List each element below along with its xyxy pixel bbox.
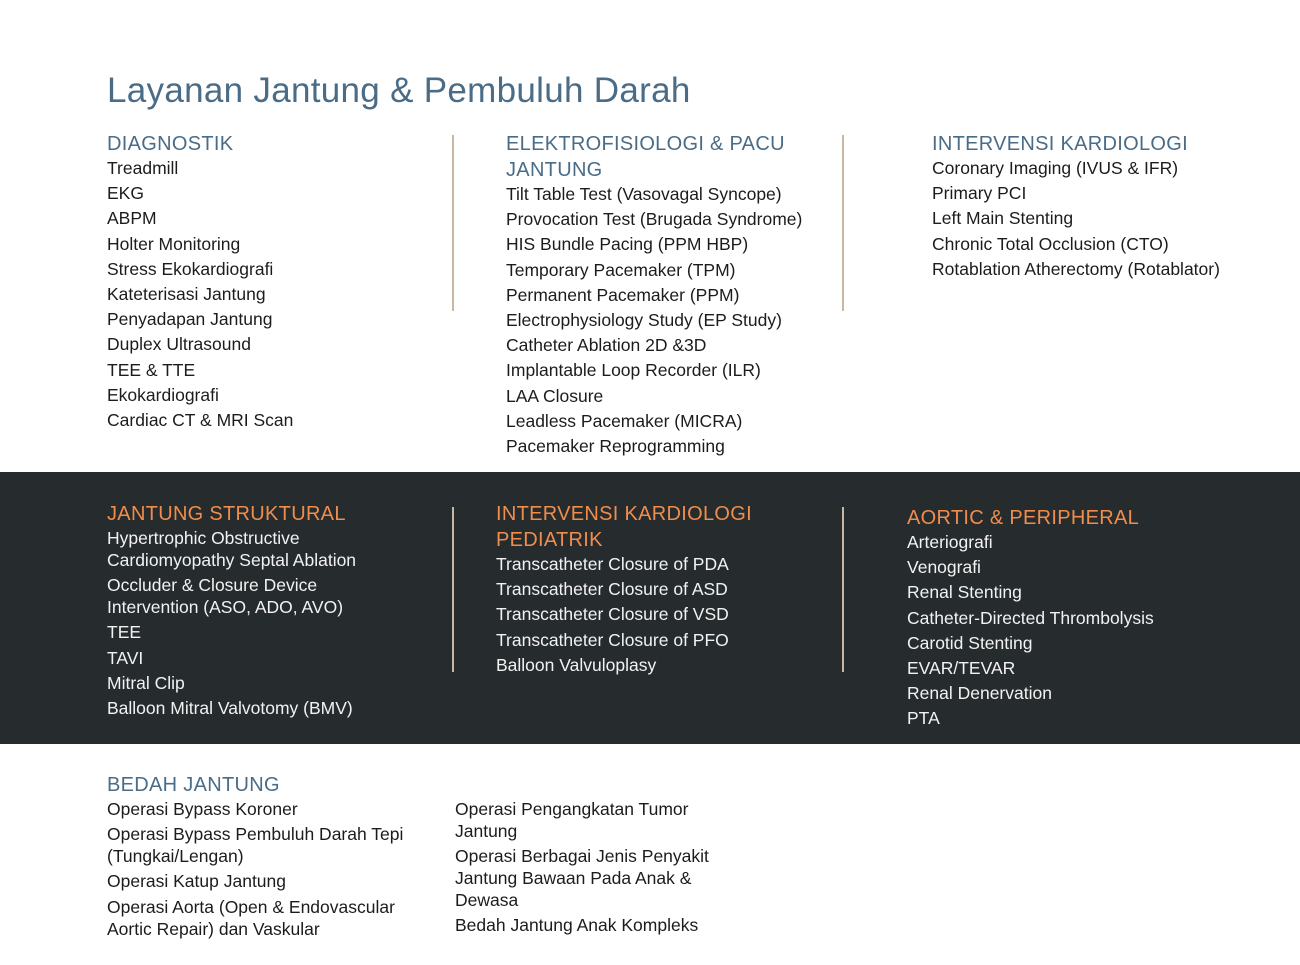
section-heading: INTERVENSI KARDIOLOGI [932,133,1188,155]
list-item: Cardiac CT & MRI Scan [107,409,294,430]
list-item: Balloon Valvuloplasy [496,654,657,675]
list-item: Holter Monitoring [107,233,241,254]
list-item: TAVI [107,647,144,668]
item-list [107,527,397,719]
list-item: PTA [907,708,940,729]
item-list [107,798,437,940]
list-item: Primary PCI [932,183,1027,204]
list-item: Rotablation Atherectomy (Rotablator) [932,258,1220,279]
list-item: Catheter-Directed Thrombolysis [907,607,1154,628]
item-list [455,798,745,936]
list-item: Venografi [907,557,981,578]
list-item: Balloon Mitral Valvotomy (BMV) [107,697,353,718]
list-item: Operasi Katup Jantung [107,871,287,892]
column-divider [842,135,844,311]
section-bedah-jantung-right [455,798,745,940]
list-item: Operasi Aorta (Open & Endovascular Aortic Repair) dan Vaskular [107,896,395,939]
list-item: LAA Closure [506,385,604,406]
list-item: Transcatheter Closure of PDA [496,554,729,574]
list-item: Penyadapan Jantung [107,309,273,330]
list-item: Transcatheter Closure of ASD [496,579,728,600]
section-heading: INTERVENSI KARDIOLOGI PEDIATRIK [496,503,752,551]
list-item: Treadmill [107,158,179,178]
list-item: EVAR/TEVAR [907,657,1016,678]
list-item: Operasi Berbagai Jenis Penyakit Jantung Bawaan Pada Anak & Dewasa [455,846,709,911]
item-list [907,531,1207,729]
list-item: Transcatheter Closure of PFO [496,629,729,650]
item-list [506,183,826,457]
section-jantung-struktural [107,501,397,722]
section-heading: JANTUNG STRUKTURAL [107,503,346,525]
list-item: Carotid Stenting [907,632,1033,653]
list-item: Bedah Jantung Anak Kompleks [455,915,699,936]
list-item: Permanent Pacemaker (PPM) [506,284,740,305]
list-item: Operasi Bypass Pembuluh Darah Tepi (Tungkai/Lengan) [107,824,404,867]
list-item: Transcatheter Closure of VSD [496,604,729,625]
list-item: EKG [107,183,144,204]
list-item: Renal Stenting [907,582,1022,603]
list-item: HIS Bundle Pacing (PPM HBP) [506,234,749,255]
list-item: Leadless Pacemaker (MICRA) [506,410,743,431]
list-item: Temporary Pacemaker (TPM) [506,259,736,280]
list-item: Tilt Table Test (Vasovagal Syncope) [506,184,782,204]
column-divider [842,507,844,672]
item-list [932,157,1232,280]
list-item: Duplex Ultrasound [107,334,251,355]
column-divider [452,135,454,311]
list-item: Stress Ekokardiografi [107,258,274,279]
section-diagnostik [107,131,427,434]
list-item: Operasi Pengangkatan Tumor Jantung [455,799,689,841]
column-divider [452,507,454,672]
section-heading: BEDAH JANTUNG [107,774,280,796]
list-item: Occluder & Closure Device Intervention (ASO, ADO, AVO) [107,575,344,618]
list-item: TEE & TTE [107,359,196,380]
list-item: Electrophysiology Study (EP Study) [506,309,782,330]
section-heading: ELEKTROFISIOLOGI & PACU JANTUNG [506,133,785,181]
list-item: Coronary Imaging (IVUS & IFR) [932,158,1179,178]
list-item: Implantable Loop Recorder (ILR) [506,360,761,381]
list-item: ABPM [107,208,157,229]
list-item: Pacemaker Reprogramming [506,435,725,456]
page-title: Layanan Jantung & Pembuluh Darah [107,71,691,110]
list-item: Catheter Ablation 2D &3D [506,335,707,356]
list-item: TEE [107,622,142,643]
section-aortic-peripheral [907,505,1207,733]
list-item: Hypertrophic Obstructive Cardiomyopathy Septal Ablation [107,528,357,570]
section-intervensi-kardiologi [932,131,1232,283]
list-item: Kateterisasi Jantung [107,283,266,304]
list-item: Operasi Bypass Koroner [107,799,298,819]
section-bedah-jantung [107,772,437,943]
item-list [496,553,786,676]
list-item: Mitral Clip [107,672,185,693]
list-item: Chronic Total Occlusion (CTO) [932,233,1169,254]
item-list [107,157,427,431]
section-intervensi-pediatrik [496,501,786,679]
section-heading: DIAGNOSTIK [107,133,234,155]
list-item: Arteriografi [907,532,993,552]
list-item: Ekokardiografi [107,384,219,405]
list-item: Provocation Test (Brugada Syndrome) [506,209,803,230]
section-elektrofisiologi [506,131,826,460]
list-item: Left Main Stenting [932,208,1074,229]
section-heading: AORTIC & PERIPHERAL [907,507,1140,529]
list-item: Renal Denervation [907,683,1052,704]
